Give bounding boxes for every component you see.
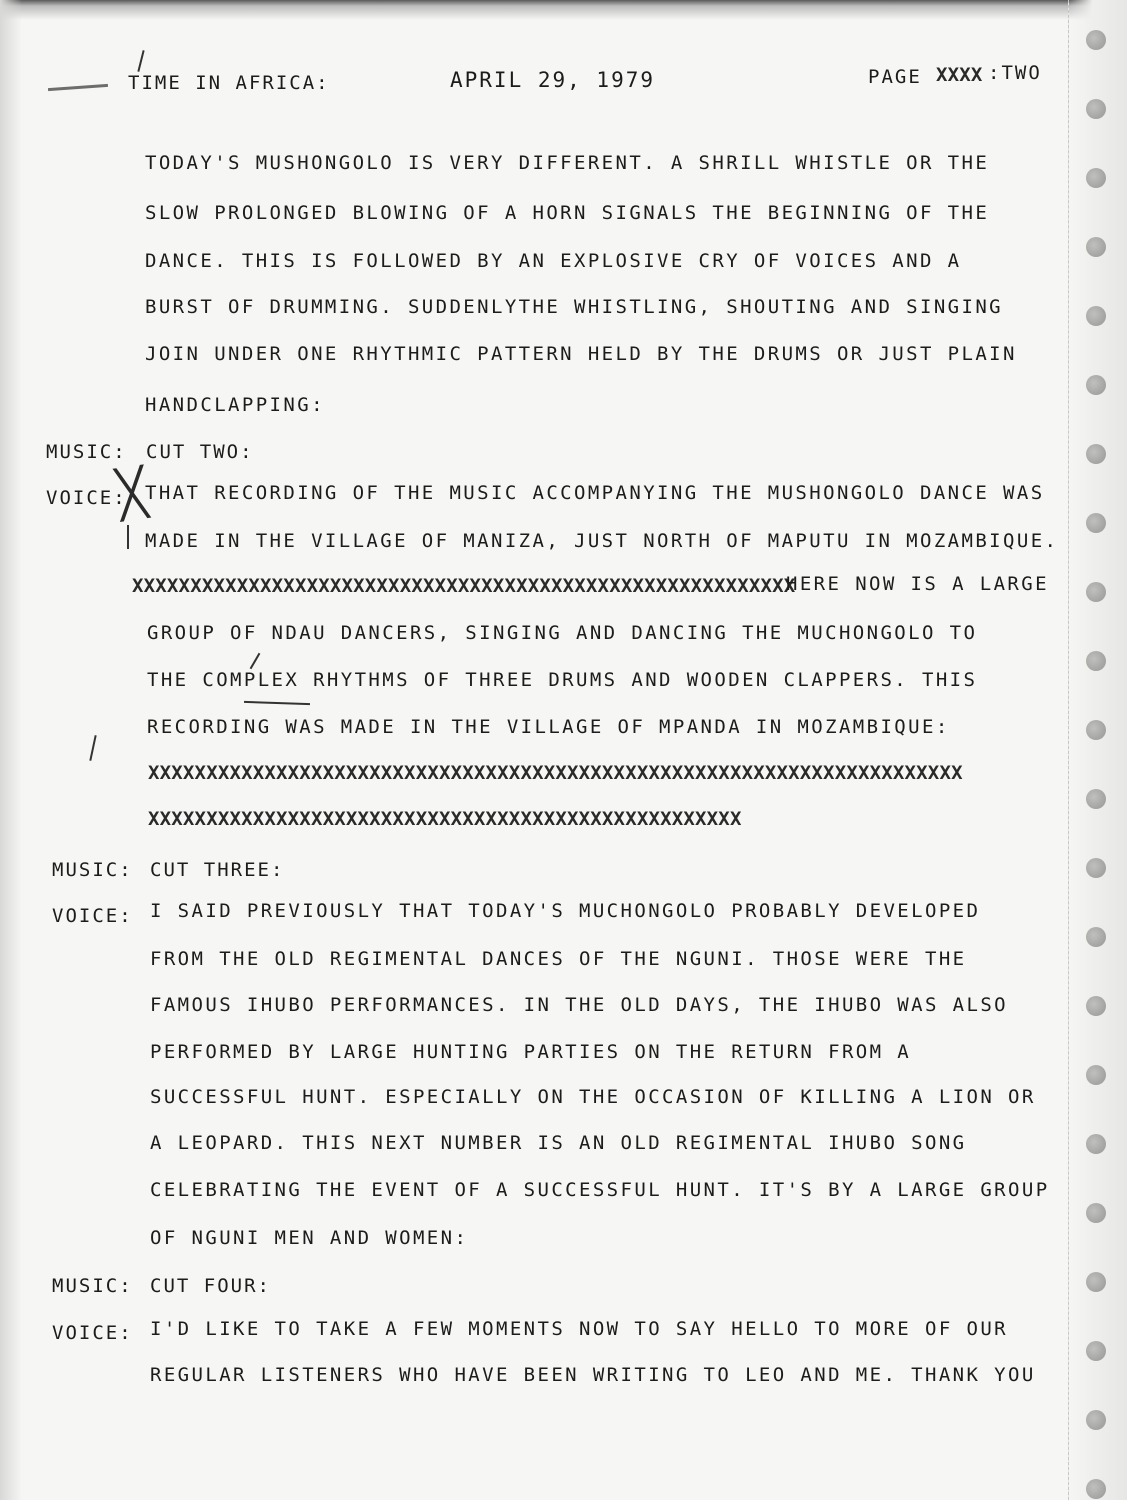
header-page-prefix: PAGE: [868, 66, 922, 88]
tractor-hole: [1086, 1203, 1106, 1223]
paragraph1-line: HANDCLAPPING:: [145, 394, 325, 416]
tractor-hole: [1086, 1479, 1106, 1499]
paragraph1-line: TODAY'S MUSHONGOLO IS VERY DIFFERENT. A SHRILL WHISTLE OR THE: [145, 152, 990, 174]
struck-out-line: XXXXXXXXXXXXXXXXXXXXXXXXXXXXXXXXXXXXXXXXXXXXXXXXXXXXXXXXX: [132, 575, 796, 597]
music-cue-label: MUSIC:: [52, 859, 133, 881]
tractor-hole: [1086, 30, 1106, 50]
voice2-line: OF NGUNI MEN AND WOMEN:: [150, 1227, 469, 1249]
paragraph1-line: JOIN UNDER ONE RHYTHMIC PATTERN HELD BY THE DRUMS OR JUST PLAIN: [145, 343, 1017, 365]
tractor-hole: [1086, 306, 1106, 326]
paragraph1-line: DANCE. THIS IS FOLLOWED BY AN EXPLOSIVE CRY OF VOICES AND A: [145, 250, 962, 272]
tractor-hole: [1086, 1134, 1106, 1154]
tractor-hole: [1086, 927, 1106, 947]
struck-out-line: XXXXXXXXXXXXXXXXXXXXXXXXXXXXXXXXXXXXXXXXXXXXXXXXXXXXXXXXXXXXXXXXXXXXXX: [148, 762, 963, 784]
paragraph1-line: BURST OF DRUMMING. SUDDENLYTHE WHISTLING, SHOUTING AND SINGING: [145, 296, 1004, 318]
tractor-hole: [1086, 582, 1106, 602]
voice1-line: MADE IN THE VILLAGE OF MANIZA, JUST NORTH OF MAPUTU IN MOZAMBIQUE.: [145, 530, 1059, 552]
music-cue-text: CUT TWO:: [146, 441, 254, 463]
paragraph1-line: SLOW PROLONGED BLOWING OF A HORN SIGNALS THE BEGINNING OF THE: [145, 202, 990, 224]
music-cue-text: CUT FOUR:: [150, 1275, 271, 1297]
tractor-hole: [1086, 720, 1106, 740]
tractor-hole: [1086, 651, 1106, 671]
tractor-hole: [1086, 444, 1106, 464]
tractor-hole: [1086, 858, 1106, 878]
voice2-line: FROM THE OLD REGIMENTAL DANCES OF THE NGUNI. THOSE WERE THE: [150, 948, 967, 970]
music-cue-label: MUSIC:: [52, 1275, 133, 1297]
tractor-hole: [1086, 168, 1106, 188]
voice-label: VOICE:: [46, 487, 127, 509]
voice1-line: THE COMPLEX RHYTHMS OF THREE DRUMS AND WOODEN CLAPPERS. THIS: [147, 669, 978, 691]
voice2-line: CELEBRATING THE EVENT OF A SUCCESSFUL HUNT. IT'S BY A LARGE GROUP: [150, 1179, 1050, 1201]
pen-scribble-mark: [137, 50, 144, 72]
tractor-hole: [1086, 1410, 1106, 1430]
voice2-line: A LEOPARD. THIS NEXT NUMBER IS AN OLD REGIMENTAL IHUBO SONG: [150, 1132, 967, 1154]
pen-tick-mark: [250, 653, 261, 670]
tractor-hole: [1086, 996, 1106, 1016]
top-edge-shadow: [0, 0, 1127, 20]
voice3-line: REGULAR LISTENERS WHO HAVE BEEN WRITING TO LEO AND ME. THANK YOU: [150, 1364, 1036, 1386]
pen-cross-mark: ╳: [114, 464, 150, 522]
tractor-hole: [1086, 1272, 1106, 1292]
pen-scribble-mark: [48, 84, 108, 91]
voice1-line: RECORDING WAS MADE IN THE VILLAGE OF MPANDA IN MOZAMBIQUE:: [147, 716, 950, 738]
tractor-hole: [1086, 789, 1106, 809]
voice3-line: I'D LIKE TO TAKE A FEW MOMENTS NOW TO SAY HELLO TO MORE OF OUR: [150, 1318, 1009, 1340]
header-page-number: :TWO: [988, 62, 1042, 84]
header-title: TIME IN AFRICA:: [128, 72, 330, 94]
music-cue-text: CUT THREE:: [150, 859, 285, 881]
voice-label: VOICE:: [52, 905, 133, 927]
tractor-hole: [1086, 99, 1106, 119]
voice-label: VOICE:: [52, 1322, 133, 1344]
header-page-strike: XXXX: [936, 64, 983, 86]
tractor-hole: [1086, 375, 1106, 395]
left-edge-shadow: [0, 0, 22, 1500]
pen-margin-mark: [89, 735, 96, 761]
pen-underline-mark: [244, 701, 310, 705]
tractor-hole: [1086, 1341, 1106, 1361]
voice2-line: FAMOUS IHUBO PERFORMANCES. IN THE OLD DAYS, THE IHUBO WAS ALSO: [150, 994, 1009, 1016]
voice1-line: HERE NOW IS A LARGE: [786, 573, 1049, 595]
music-cue-label: MUSIC:: [46, 441, 127, 463]
voice1-line: THAT RECORDING OF THE MUSIC ACCOMPANYING THE MUSHONGOLO DANCE WAS: [145, 482, 1045, 504]
pen-bracket-mark: [127, 525, 129, 549]
voice1-line: GROUP OF NDAU DANCERS, SINGING AND DANCING THE MUCHONGOLO TO: [147, 622, 978, 644]
voice2-line: SUCCESSFUL HUNT. ESPECIALLY ON THE OCCASION OF KILLING A LION OR: [150, 1086, 1036, 1108]
header-date: APRIL 29, 1979: [450, 68, 656, 92]
tractor-hole: [1086, 1065, 1106, 1085]
tractor-hole: [1086, 237, 1106, 257]
struck-out-line: XXXXXXXXXXXXXXXXXXXXXXXXXXXXXXXXXXXXXXXXXXXXXXXXXXX: [148, 808, 742, 830]
voice2-line: I SAID PREVIOUSLY THAT TODAY'S MUCHONGOLO PROBABLY DEVELOPED: [150, 900, 981, 922]
voice2-line: PERFORMED BY LARGE HUNTING PARTIES ON THE RETURN FROM A: [150, 1041, 912, 1063]
tractor-hole: [1086, 513, 1106, 533]
